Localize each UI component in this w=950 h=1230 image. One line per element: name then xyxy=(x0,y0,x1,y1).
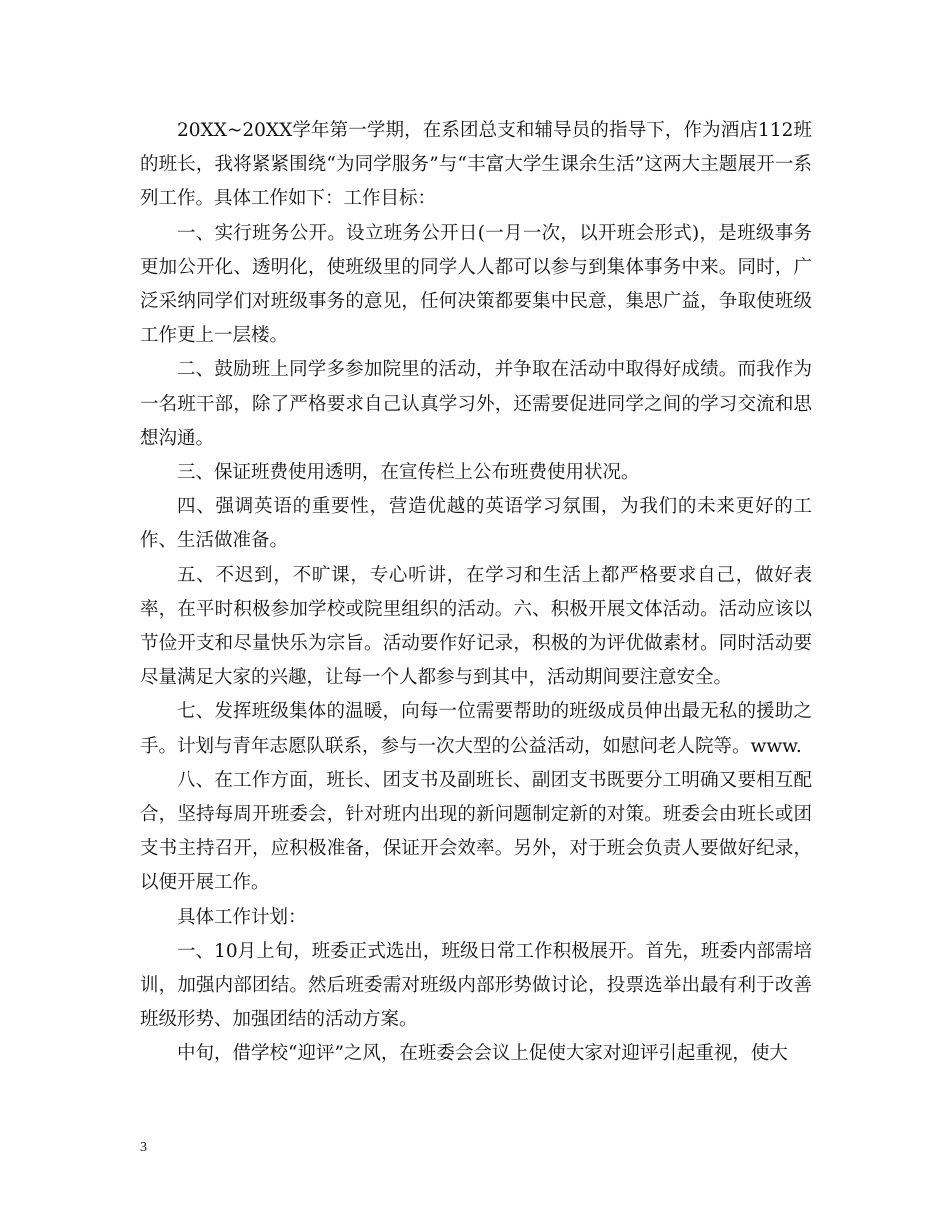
paragraph-goal-7: 七、发挥班级集体的温暖，向每一位需要帮助的班级成员伸出最无私的援助之手。计划与青年志愿队联系，参与一次大型的公益活动，如慰问老人院等。www. xyxy=(140,701,812,757)
paragraph-goal-8: 八、在工作方面，班长、团支书及副班长、副团支书既要分工明确又要相互配合，坚持每周开班委会，针对班内出现的新问题制定新的对策。班委会由班长或团支书主持召开，应积极准备，保证开会效率。另外，对于班会负责人要做好纪录，以便开展工作。 xyxy=(140,769,812,894)
page-number: 3 xyxy=(140,1140,147,1155)
paragraph-goal-5-6: 五、不迟到，不旷课，专心听讲，在学习和生活上都严格要求自己，做好表率，在平时积极参加学校或院里组织的活动。六、积极开展文体活动。活动应该以节俭开支和尽量快乐为宗旨。活动要作好记录，积极的为评优做素材。同时活动要尽量满足大家的兴趣，让每一个人都参与到其中，活动期间要注意安全。 xyxy=(140,564,812,689)
paragraph-goal-4: 四、强调英语的重要性，营造优越的英语学习氛围，为我们的未来更好的工作、生活做准备。 xyxy=(140,496,812,552)
paragraph-plan-mid: 中旬，借学校“迎评”之风，在班委会会议上促使大家对迎评引起重视，使大 xyxy=(177,1043,788,1065)
paragraph-intro: 20XX~20XX学年第一学期，在系团总支和辅导员的指导下，作为酒店112班的班长，我将紧紧围绕“为同学服务”与“丰富大学生课余生活”这两大主题展开一系列工作。具体工作如下：工作目标： xyxy=(140,120,812,210)
paragraph-plan-heading: 具体工作计划： xyxy=(177,906,307,928)
paragraph-goal-1: 一、实行班务公开。设立班务公开日(一月一次，以开班会形式)，是班级事务更加公开化、透明化，使班级里的同学人人都可以参与到集体事务中来。同时，广泛采纳同学们对班级事务的意见，任何决策都要集中民意，集思广益，争取使班级工作更上一层楼。 xyxy=(140,222,812,347)
document-body xyxy=(140,114,812,1072)
paragraph-goal-2: 二、鼓励班上同学多参加院里的活动，并争取在活动中取得好成绩。而我作为一名班干部，除了严格要求自己认真学习外，还需要促进同学之间的学习交流和思想沟通。 xyxy=(140,359,812,449)
paragraph-plan-1: 一、10月上旬，班委正式选出，班级日常工作积极展开。首先，班委内部需培训，加强内部团结。然后班委需对班级内部形势做讨论，投票选举出最有利于改善班级形势、加强团结的活动方案。 xyxy=(140,940,812,1031)
paragraph-goal-3: 三、保证班费使用透明，在宣传栏上公布班费使用状况。 xyxy=(177,462,640,484)
